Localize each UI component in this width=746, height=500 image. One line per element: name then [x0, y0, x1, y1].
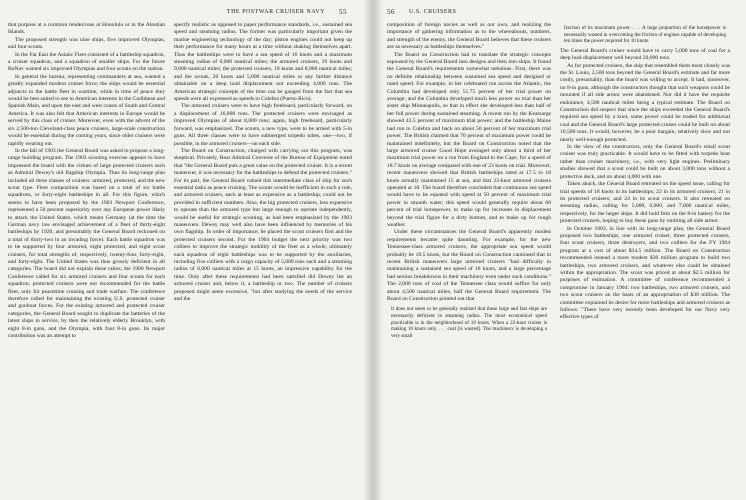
paragraph: that purpose at a common rendezvous at Honolulu or in the Aleutian Islands. [8, 22, 165, 36]
block-quote: fraction of its maximum power. . . . A large proportion of the horsepower is necessarily wasted in overcoming the friction of engines capable of developing ten times the power required for 10 knots. [564, 25, 726, 45]
paragraph: The General Board's cruiser would have to carry 5,000 tons of coal for a deep load displacement well beyond 20,000 tons. [560, 47, 730, 62]
paragraph: composition of foreign navies as well as our own, and realizing the importance of gathering information as to the whereabouts, numbers, and strength of the enemy, the General Board believes that these cruisers are as necessary as battleships themselves." [387, 22, 551, 51]
paragraph: The proposed strength was nine ships, five improved Olympias, and four scouts. [8, 36, 165, 51]
block-quote: It does not seem to be generally realized that these large and fast ships are necessarily deficient in steaming radius. The most economical speed practicable is in the neighborhood of 10 knots. When a 22-knot cruiser is making 10 knots only, . . . coal [is wasted]. The machinery is developing a very small [391, 306, 547, 339]
right-column-1 [387, 22, 551, 342]
left-page-number: 55 [339, 8, 347, 16]
paragraph: The Board on Construction, charged with carrying out this program, was skeptical. Privately, Rear Admiral Converse of the Bureau of Equipment noted that "the General Board puts a great value on the protected cruiser. It is a recent maneuver, it was necessary for the battleships to defend the protected cruisers." For its part, the General Board valued this intermediate class of ship for such essential tasks as peace cruising. The scouts would be inefficient in such a role, and armored cruisers, each at least as expensive as a battleship, could not be provided in sufficient numbers. Also, the big protected cruisers, less expensive to operate than the armored type but large enough to operate independently, would be useful for strategic scouting, as had been emphasized by the 1903 maneuvers. Dewey may well also have been influenced by memories of his own flagship. In order of importance, he placed the scout cruisers first and the protected cruisers second. For the 1904 budget the next priority was two colliers to improve the strategic mobility of the fleet as a whole; ultimately each squadron of eight battleships was to be supported by the auxiliaries, including five colliers with a cargo capacity of 5,000 tons each and a steaming radius of 6,000 nautical miles at 15 knots, an impressive capability for the time. Only after these requirements had been satisfied did Dewey list an armored cruiser and, below it, a battleship or two. The number of cruisers proposed might seem excessive, "but after studying the needs of the service and the [174, 147, 352, 303]
right-column-2 [560, 22, 730, 342]
paragraph: In the view of the constructors, only the General Board's small scout cruiser was truly practicable. It would have to be fitted with torpedo boat rather than cruiser machinery, i.e., with very light engines. Preliminary studies showed that a scout could be built on about 3,000 tons without a protective deck, and on about 4,000 with one. [560, 144, 730, 180]
right-page [373, 0, 746, 500]
paragraph: Taken aback, the General Board retreated on the speed issue, calling for trial speeds of 18 knots in its battleships; 22 in its armored cruisers; 21 in its protected cruisers; and 24 in its scout cruisers. It also retreated on steaming radius, calling for 5,000, 6,000, and 7,000 nautical miles, respectively, for the larger ships. It did hold firm on the 8-in battery for the protected cruisers, hoping to buy these guns by omitting all side armor. [560, 181, 730, 225]
paragraph: In the Far East the Asiatic Fleet consisted of a battleship squadron, a cruiser squadron, and a squadron of smaller ships. For the future BuNav wanted six improved Olympias and four scouts on the station. [8, 51, 165, 73]
right-columns [387, 22, 738, 342]
left-column-2 [174, 22, 352, 340]
paragraph: The armored cruisers were to have high freeboard, particularly forward, on a displacement of 16,000 tons. The protected cruisers were envisaged as improved Olympias of about 8,000 tons; again, high freeboard, particularly forward, was emphasized. The scouts, a new type, were to be armed with 5-in guns. All three classes were to have submerged torpedo tubes, one—two, if possible, in the armored cruisers—on each side. [174, 103, 352, 147]
gutter-shadow [373, 0, 383, 500]
paragraph: In the fall of 1903 the General Board was asked to propose a long-range building program. The 1903 scouting exercise appears to have impressed the board with the virtues of large protected cruisers such as Admiral Dewey's old flagship Olympia. Thus its long-range plan included all three classes of cruisers: armored, protected, and the new scout type. Fleet composition was based on a total of six battle squadrons, or forty-eight battleships in all. For this figure, which seems to have been proposed by the 1903 Newport Conference, represented a 50 percent superiority over any European power likely to attack the United States, which meant Germany (at the time the German navy law envisaged achievement of a fleet of thirty-eight battleships by 1920, and presumably the General Board reckoned on a total of thirty-two in an invading force). Each battle squadron was to be supported by four armored, eight protected, and eight scout cruisers, for total strengths of, respectively, twenty-four, forty-eight, and forty-eight. The United States was thus grossly deficient in all categories. The board did not explain these ratios; the 1900 Newport Conference called for six armored cruisers and four scouts for each squadron; protected cruisers were not recommended for the battle fleet, only for peacetime cruising and trade warfare. The conference therefore called for maintaining the existing U.S. protected cruiser and gunboat forces. For the existing armored and protected cruiser categories, the General Board sought to duplicate the batteries of the latest ships in service, by then the relatively elderly Brooklyn, with eight 8-in guns, and the Olympia, with four 8-in guns. Its major contribution was an attempt to [8, 147, 165, 340]
left-running-head [8, 6, 363, 18]
paragraph: In general the bureau, representing commanders at sea, wanted a greatly expanded modern cruiser force; the ships would be essential adjuncts to the battle fleet in wartime, while in time of peace they would be best suited to see to American interests in the Caribbean and Spanish Main, and upon the east and west coasts of South and Central America. It was also felt that American interests in Europe would be served by this class of cruiser. Moreover, even with the advent of the six 2,500-ton Cleveland-class peace cruisers, large-scale construction would be essential during the coming years, since older cruisers were rapidly wearing out. [8, 73, 165, 147]
right-running-head [387, 6, 738, 18]
right-page-number: 56 [387, 8, 395, 16]
right-running-title: U.S. CRUISERS [409, 9, 457, 15]
left-column-1 [8, 22, 165, 340]
paragraph: specify realistic as opposed to paper performance standards, i.e., sustained sea speed and steaming radius. The former was particularly important given the marine engineering technology of the day; piston engines could not keep up their performance for many hours at a time without shaking themselves apart. Thus the battleships were to have a sea speed of 16 knots and a maximum steaming radius of 6,000 nautical miles; the armored cruisers, 19 knots and 9,000 nautical miles; the protected cruisers, 18 knots and 8,000 nautical miles; and the scouts, 20 knots and 5,000 nautical miles or any farther distance obtainable on a deep load displacement not exceeding 4,000 tons. The American strategic concepts of the time can be gauged from the fact that sea speeds were all expressed as speeds to Culebra (Puerto Rico). [174, 22, 352, 103]
left-columns [8, 22, 363, 340]
paragraph: The Board on Construction had to translate the strategic concepts espoused by the General Board into designs and then into ships. It found the General Board's requirements somewhat nebulous. First, there was no definite relationship between sustained sea speed and designed or rated speed. For example, in her celebrated run across the Atlantic, the Columbia had developed only 51.75 percent of her trial power on average; and the Columbia developed much less power on trial than her sister ship Minneapolis, so that in effect she developed less than half of her full power during sustained steaming. A recent run by the Kearsarge showed 43.5 percent of maximum trial power; and the battleship Maine had run to Culebra and back on about 50 percent of her maximum trial power. The British claimed that 70 percent of maximum power could be maintained indefinitely, but the Board on Construction noted that the large armored cruiser Good Hope averaged only about a third of her maximum trial power on a run from England to the Cape, for a speed of 18.7 knots on average compared with one of 23 knots on trial. Moreover, recent maneuvers showed that British battleships rated at 17.5 to 18 knots actually maintained 15 at sea, and that 23-knot armored cruisers operated at 18. The board therefore concluded that continuous sea speed would have to be equated with speed at 50 percent of maximum trial power in smooth water; this speed would generally require about 60 percent of trial horsepower, to make up for increases in displacement beyond the trial figure for a dirty bottom, and to make up for rough weather. [387, 51, 551, 228]
paragraph: As for protected cruisers, the ship that resembled them most closely was the St. Louis, 2,500 tons beyond the General Board's estimate and far more costly, presumably, than the board was willing to accept. It had, moreover, no 8-in guns, although the constructors thought that such weapons could be mounted if all side armor were abandoned. Nor did it have the requisite endurance, 4,500 nautical miles being a typical estimate. The Board on Construction did suspect that since the ships exceeded the General Board's required sea speed by a knot, some power could be traded for additional coal and the General Board's large protected cruiser could be built on about 10,500 tons. It would, however, be a poor bargain, relatively slow and not nearly well-enough protected. [560, 62, 730, 143]
gutter-shadow [363, 0, 373, 500]
paragraph: Under these circumstances the General Board's apparently modest requirements became quite daunting. For example, for the new Tennessee-class armored cruisers, the appropriate sea speed would probably be 18.5 knots, but the Board on Construction cautioned that in recent British maneuvers large armored cruisers "had difficulty in maintaining a sustained sea speed of 18 knots, and a large percentage had serious breakdowns in their machinery even under such conditions." The 2,000 tons of coal of the Tennessee class would suffice for only about 4,500 nautical miles, half the General Board requirement. The Board on Construction pointed out that [387, 229, 551, 303]
paragraph: In October 1903, in line with its long-range plan, the General Board proposed two battleships, one armored cruiser, three protected cruisers, four scout cruisers, three destroyers, and two colliers for the FY 1904 program at a cost of about $34.5 million. The Board on Construction recommended instead a more modest $30 million program to build two battleships, two armored cruisers, and whatever else could be obtained within the appropriation. The scout was priced at about $2.5 million for purposes of estimation. A committee of conference recommended a compromise in January 1904: two battleships, two armored cruisers, and two scout cruisers on the basis of an appropriation of $30 million. The committee explained its desire for more battleships and armored cruisers as follows: "There have very recently been developed for our Navy very effective types of [560, 225, 730, 321]
left-running-title: THE POSTWAR CRUISER NAVY [226, 9, 325, 15]
